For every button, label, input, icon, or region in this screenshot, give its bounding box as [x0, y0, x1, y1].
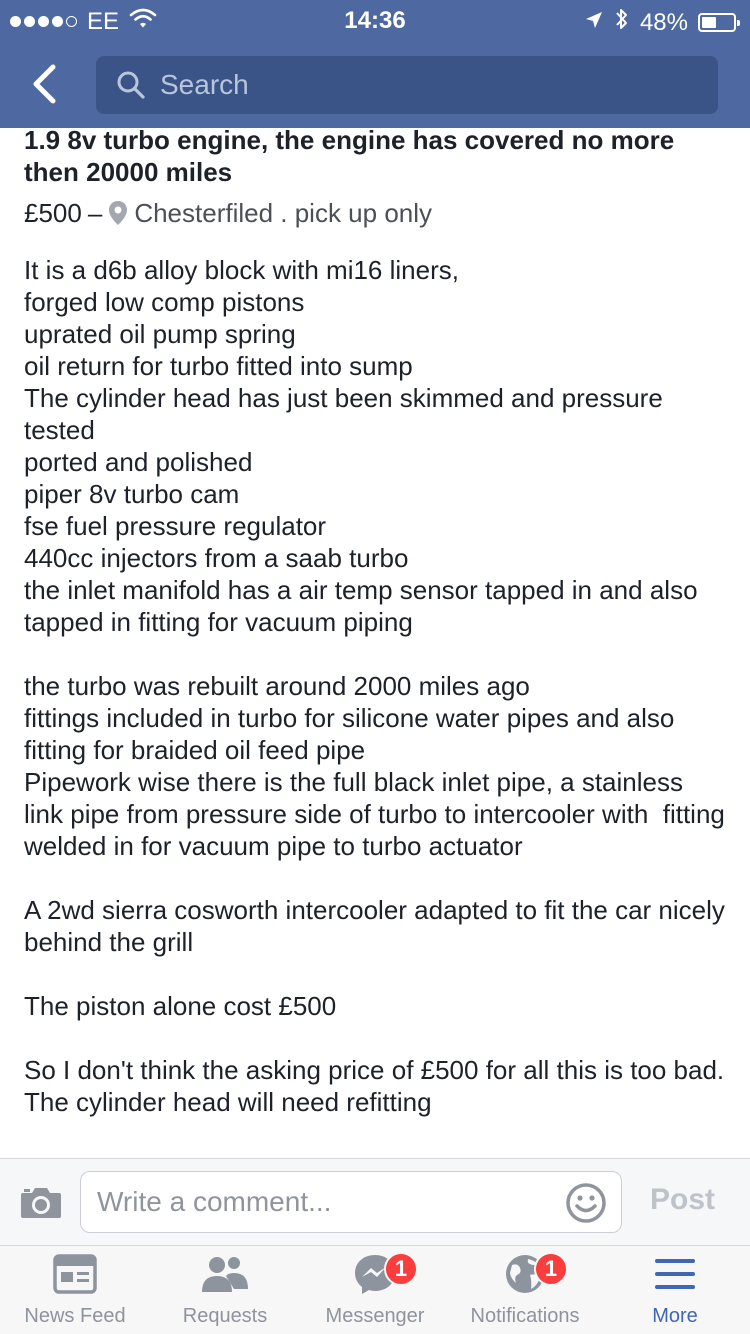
tab-label: Requests — [182, 1305, 268, 1327]
tab-label: News Feed — [24, 1305, 126, 1327]
news-feed-icon — [53, 1254, 97, 1294]
chevron-left-icon — [31, 64, 57, 104]
navigation-bar — [0, 40, 750, 128]
separator: – — [87, 198, 103, 228]
listing-content[interactable] — [0, 128, 750, 1158]
listing-price: £500 — [24, 198, 82, 228]
tab-bar — [0, 1246, 750, 1334]
tab-label: More — [652, 1305, 698, 1327]
comment-input[interactable] — [97, 1186, 557, 1218]
tab-label: Messenger — [325, 1305, 425, 1327]
location-arrow-icon — [584, 9, 604, 37]
camera-icon — [20, 1185, 62, 1219]
friend-requests-icon — [200, 1254, 250, 1294]
notification-badge: 1 — [534, 1252, 568, 1286]
tab-requests[interactable] — [150, 1246, 300, 1334]
emoji-button[interactable] — [565, 1182, 607, 1229]
hamburger-menu-icon — [654, 1257, 696, 1291]
listing-description: It is a d6b alloy block with mi16 liners, forged low comp pistons uprated oil pump spring oil return for turbo fitted into sump The cylinder head has just been skimmed and pressure tested ported and polished piper 8v turbo cam fse fuel pressure regulator 440cc injectors from a saab turbo the inlet manifold has a air temp sensor tapped in and also tapped in fitting for vacuum piping the turbo was rebuilt around 2000 miles ago fittings included in turbo for silicone water pipes and also fitting for braided oil feed pipe Pipework wise there is the full black inlet pipe, a stainless link pipe from pressure side of turbo to intercooler with fitting welded in for vacuum pipe to turbo actuator A 2wd sierra cosworth intercooler adapted to fit the car nicely behind the grill The piston alone cost £500 So I don't think the asking price of £500 for all this is too bad. The cylinder head will need refitting — [24, 255, 725, 1117]
battery-icon — [698, 13, 736, 32]
search-input[interactable] — [160, 69, 680, 101]
battery-percentage: 48% — [639, 8, 688, 36]
comment-field[interactable] — [80, 1171, 622, 1233]
camera-button[interactable] — [20, 1185, 62, 1224]
tab-news-feed[interactable] — [0, 1246, 150, 1334]
notification-badge: 1 — [384, 1252, 418, 1286]
comment-composer — [0, 1158, 750, 1246]
search-icon — [116, 70, 146, 100]
tab-messenger[interactable] — [300, 1246, 450, 1334]
tab-more[interactable] — [600, 1246, 750, 1334]
location-text: Chesterfiled . pick up only — [134, 198, 433, 228]
location-pin-icon — [108, 200, 128, 226]
tab-notifications[interactable] — [450, 1246, 600, 1334]
clock: 14:36 — [344, 7, 406, 34]
smiley-icon — [565, 1182, 607, 1224]
back-button[interactable] — [22, 58, 66, 110]
listing-title: 1.9 8v turbo engine, the engine has covered no more then 20000 miles — [24, 128, 675, 187]
listing-location[interactable] — [108, 196, 432, 230]
post-button[interactable]: Post — [650, 1183, 716, 1216]
price-location-line — [24, 196, 726, 230]
search-bar[interactable] — [96, 56, 718, 114]
carrier-name: EE — [87, 7, 120, 35]
header — [0, 0, 750, 128]
bluetooth-icon — [614, 7, 630, 38]
status-bar — [0, 0, 750, 40]
tab-label: Notifications — [470, 1305, 580, 1327]
